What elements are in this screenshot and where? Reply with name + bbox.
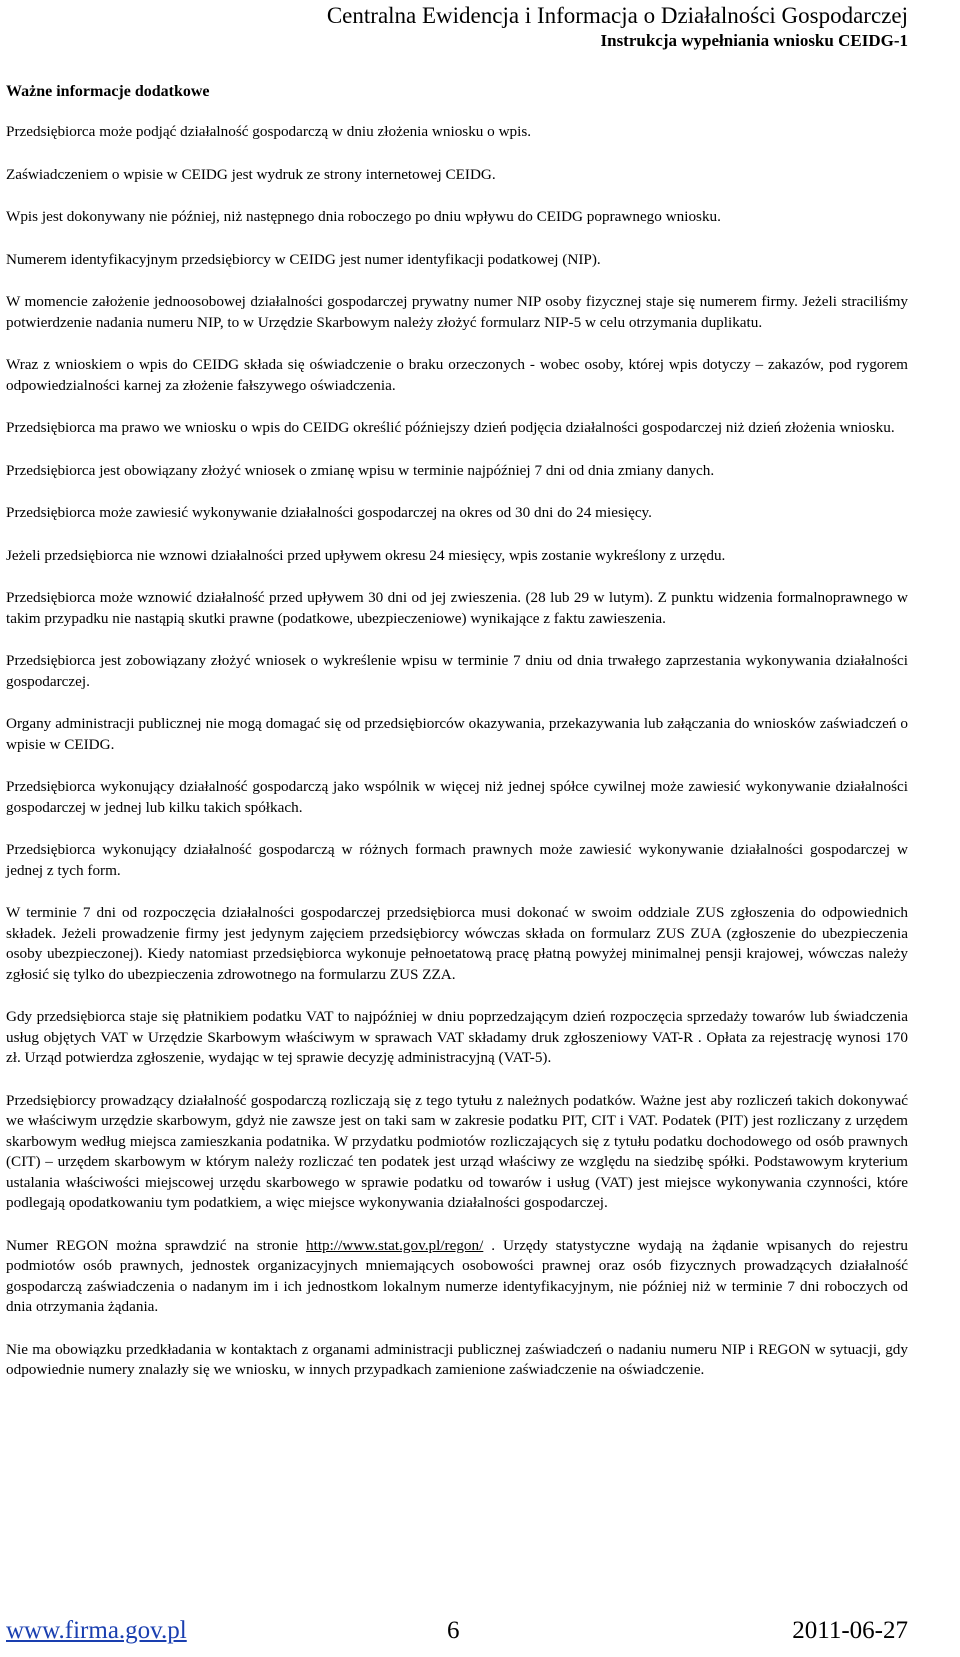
regon-text-before: Numer REGON można sprawdzić na stronie [6,1236,307,1254]
final-paragraph: Nie ma obowiązku przedkładania w kontaktach z organami administracji publicznej zaświadczeń o nadaniu numeru NIP i REGON w sytuacji, gdy odpowiednie numery znalazły się we wniosku, w innych przypadkach zamienione zaświadczenie na oświadczenie. [6,1340,908,1378]
paragraph-13: Organy administracji publicznej nie mogą domagać się od przedsiębiorców okazywania, przekazywania lub załączania do wniosków zaświadczeń o wpisie w CEIDG. [6,715,908,753]
paragraph-6: Wraz z wnioskiem o wpis do CEIDG składa się oświadczenie o braku orzeczonych - wobec osoby, której wpis dotyczy – zakazów, pod rygorem odpowiedzialności karnej za złożenie fałszywego oświadczenia. [6,356,908,394]
paragraph-3: Wpis jest dokonywany nie później, niż następnego dnia roboczego po dniu wpływu do CEIDG poprawnego wniosku. [6,208,721,225]
paragraph-17: Gdy przedsiębiorca staje się płatnikiem podatku VAT to najpóźniej w dniu poprzedzającym dzień rozpoczęcia sprzedaży towarów lub świadczenia usług objętych VAT w Urzędzie Skarbowym właściwym w sprawach VAT składamy druk zgłoszeniowy VAT-R . Opłata za rejestrację wynosi 170 zł. Urząd potwierdza zgłoszenie, wydając w tej sprawie decyzję administracyjną (VAT-5). [6,1008,908,1066]
footer-page-number: 6 [447,1617,460,1644]
paragraph-12: Przedsiębiorca jest zobowiązany złożyć wniosek o wykreślenie wpisu w terminie 7 dniu od dnia trwałego zaprzestania wykonywania działalności gospodarczej. [6,652,908,690]
regon-text-after: . Urzędy statystyczne wydają na żądanie wpisanych do rejestru podmiotów osób prawnych, jednostek organizacyjnych mniemających osobowości prawnej oraz osób fizycznych prowadzących działalność gospodarczą zaświadczenia o nadanym im i ich jednostkom lokalnym numerze identyfikacyjnym, nie później niż w terminie 7 dni roboczych od dnia otrzymania żądania. [6,1236,908,1315]
regon-link[interactable]: http://www.stat.gov.pl/regon/ [306,1236,484,1254]
paragraph-2: Zaświadczeniem o wpisie w CEIDG jest wydruk ze strony internetowej CEIDG. [6,165,496,183]
header-title: Centralna Ewidencja i Informacja o Działalności Gospodarczej [326,3,908,28]
paragraph-11: Przedsiębiorca może wznowić działalność przed upływem 30 dni od jej zwieszenia. (28 lub 29 w lutym). Z punktu widzenia formalnoprawnego w takim przypadku nie nastąpią skutki prawne (podatkowe, ubezpieczeniowe) wynikające z faktu zawieszenia. [6,589,908,627]
paragraph-list [6,122,908,1381]
paragraph-4: Numerem identyfikacyjnym przedsiębiorcy w CEIDG jest numer identyfikacji podatkowej (NIP). [6,250,601,268]
paragraph-1: Przedsiębiorca może podjąć działalność gospodarczą w dniu złożenia wniosku o wpis. [6,123,532,140]
paragraph-5: W momencie założenie jednoosobowej działalności gospodarczej prywatny numer NIP osoby fizycznej staje się numerem firmy. Jeżeli straciliśmy potwierdzenie nadania numeru NIP, to w Urzędzie Skarbowym należy złożyć formularz NIP-5 w celu otrzymania duplikatu. [6,293,908,331]
paragraph-9: Przedsiębiorca może zawiesić wykonywanie działalności gospodarczej na okres od 30 dni do 24 miesięcy. [6,504,652,521]
page-footer [6,1614,908,1648]
paragraph-18: Przedsiębiorcy prowadzący działalność gospodarczą rozliczają się z tego tytułu z należnych podatków. Ważne jest aby rozliczeń takich dokonywać we właściwym urzędzie skarbowym, gdyż nie zawsze jest on taki sam w zakresie podatku PIT, CIT i VAT. Podatek (PIT) jest rozliczany z urzędem skarbowym według miejsca zamieszkania podatnika. W przydatku podmiotów rozliczających się z tytułu podatku dochodowego od osób prawnych (CIT) – urzędem skarbowym w którym należy rozliczać ten podatek jest urząd właściwy ze względu na siedzibę spółki. Podstawowym kryterium ustalania właściwości miejscowej urzędu skarbowego w sprawie podatku od towarów i usług (VAT) jest miejsce wykonywania czynności, które podlegają opodatkowaniu tym podatkiem, a więc miejsce wykonywania działalności gospodarczej. [6,1091,908,1211]
footer-date: 2011-06-27 [792,1617,908,1644]
regon-paragraph [6,1236,908,1318]
paragraph-7: Przedsiębiorca ma prawo we wniosku o wpis do CEIDG określić późniejszy dzień podjęcia działalności gospodarczej niż dzień złożenia wniosku. [6,419,895,436]
section-title: Ważne informacje dodatkowe [6,83,210,100]
page-header [6,0,908,52]
footer-site-link[interactable]: www.firma.gov.pl [6,1617,187,1644]
header-subtitle: Instrukcja wypełniania wniosku CEIDG-1 [600,31,908,50]
paragraph-14: Przedsiębiorca wykonujący działalność gospodarczą jako wspólnik w więcej niż jednej spółce cywilnej może zawiesić wykonywanie działalności gospodarczej w jednej lub kilku takich spółkach. [6,778,908,816]
paragraph-16: W terminie 7 dni od rozpoczęcia działalności gospodarczej przedsiębiorca musi dokonać w swoim oddziale ZUS zgłoszenia do odpowiednich składek. Jeżeli prowadzenie firmy jest jedynym zajęciem przedsiębiorcy wówczas składa on formularz ZUS ZUA (zgłoszenie do ubezpieczenia osoby ubezpieczonej). Kiedy natomiast przedsiębiorca wykonuje pełnoetatową pracę płatną powyżej minimalnej pensji krajowej, wówczas należy zgłosić się tylko do ubezpieczenia zdrowotnego na formularzu ZUS ZZA. [6,904,908,983]
paragraph-8: Przedsiębiorca jest obowiązany złożyć wniosek o zmianę wpisu w terminie najpóźniej 7 dni od dnia zmiany danych. [6,461,715,479]
paragraph-10: Jeżeli przedsiębiorca nie wznowi działalności przed upływem okresu 24 miesięcy, wpis zostanie wykreślony z urzędu. [6,546,726,564]
paragraph-15: Przedsiębiorca wykonujący działalność gospodarczą w różnych formach prawnych może zawiesić wykonywanie działalności gospodarczej w jednej z tych form. [6,841,908,879]
